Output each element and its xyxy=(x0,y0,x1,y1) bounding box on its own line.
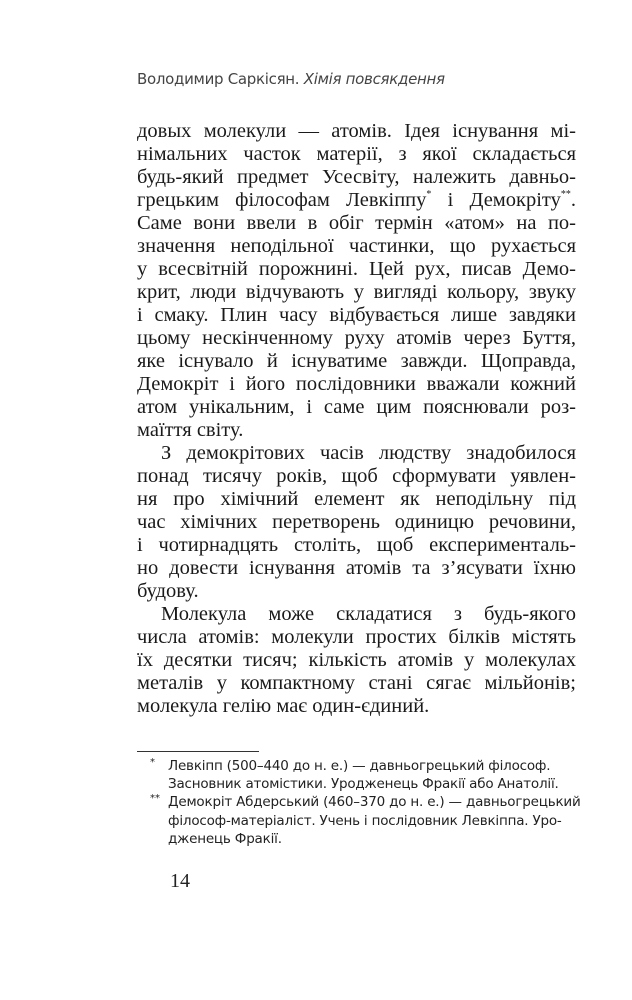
text-line: числа атомів: молекули простих білків містять xyxy=(137,626,576,648)
text-line: і чотирнадцять століть, щоб експерименталь- xyxy=(137,534,576,556)
text-line: маїття світу. xyxy=(137,419,244,441)
text-line: но довести існування атомів та з’ясувати їхню xyxy=(137,557,576,579)
footnote-1 xyxy=(150,757,559,793)
page-number: 14 xyxy=(170,870,190,892)
paragraph-2 xyxy=(137,442,576,603)
text-line: молекула гелію має один-єдиний. xyxy=(137,695,430,717)
text-line: їх десятки тисяч; кількість атомів у молекулах xyxy=(137,649,576,671)
text-line: значення неподільної частинки, що рухається xyxy=(137,235,576,257)
footnote-ref-1: * xyxy=(426,189,432,200)
header-book-title: Хімія повсякдення xyxy=(303,70,445,88)
footnote-line: Левкіпп (500–440 до н. е.) — давньогрецький філософ. xyxy=(168,758,551,774)
header-author: Володимир Саркісян. xyxy=(137,70,300,88)
text-line: атом унікальним, і саме цим пояснювали роз- xyxy=(137,396,576,418)
footnote-mark: * xyxy=(150,757,155,768)
footnote-line: дженець Фракії. xyxy=(168,830,282,847)
text-line: металів у компактному стані сягає мільйонів; xyxy=(137,672,576,694)
text-line: довых молекули — атомів. Ідея існування мі- xyxy=(137,120,576,142)
paragraph-3 xyxy=(137,603,576,718)
text-fragment: . xyxy=(570,189,576,211)
footnote-ref-2: ** xyxy=(560,189,571,200)
footnote-line: філософ-матеріаліст. Учень і послідовник Левкіппа. Уро- xyxy=(168,812,562,829)
text-line: крит, люди відчувають у вигляді кольору, звуку xyxy=(137,281,576,303)
text-fragment: грецьким філософам Левкіппу xyxy=(137,189,427,211)
text-line: будову. xyxy=(137,580,199,602)
footnotes xyxy=(150,757,581,848)
text-line: час хімічних перетворень одиницю речовини, xyxy=(137,511,576,533)
text-line: яке існувало й існуватиме завжди. Щоправда, xyxy=(137,350,576,372)
text-line: німальних часток матерії, з якої складається xyxy=(137,143,576,165)
text-line xyxy=(137,189,576,212)
text-line: у всесвітній порожнині. Цей рух, писав Демо- xyxy=(137,258,576,280)
text-line: ня про хімічний елемент як неподільну під xyxy=(137,488,576,510)
text-line: Демокріт і його послідовники вважали кожний xyxy=(137,373,576,395)
footnote-line: Демокріт Абдерський (460–370 до н. е.) — давньогрецький xyxy=(168,794,581,811)
text-fragment: і Демокріту xyxy=(431,189,561,211)
text-line: понад тисячу років, щоб сформувати уявлен- xyxy=(137,465,576,487)
text-line: З демокрітових часів людству знадобилося xyxy=(161,442,576,464)
text-line: Молекула може складатися з будь-якого xyxy=(161,603,576,625)
text-line: Саме вони ввели в обіг термін «атом» на по- xyxy=(137,212,576,234)
text-line: і смаку. Плин часу відбувається лише завдяки xyxy=(137,304,576,326)
running-header xyxy=(137,70,445,88)
footnote-mark: ** xyxy=(150,793,160,805)
text-line: будь-який предмет Усесвіту, належить давньо- xyxy=(137,166,576,188)
footnote-line: Засновник атомістики. Уродженець Фракії або Анатолії. xyxy=(168,776,559,793)
body-text xyxy=(137,120,576,718)
footnote-divider xyxy=(137,751,259,752)
text-line: цьому нескінченному руху атомів через Буття, xyxy=(137,327,576,349)
footnote-2 xyxy=(150,793,581,848)
paragraph-1 xyxy=(137,120,576,442)
